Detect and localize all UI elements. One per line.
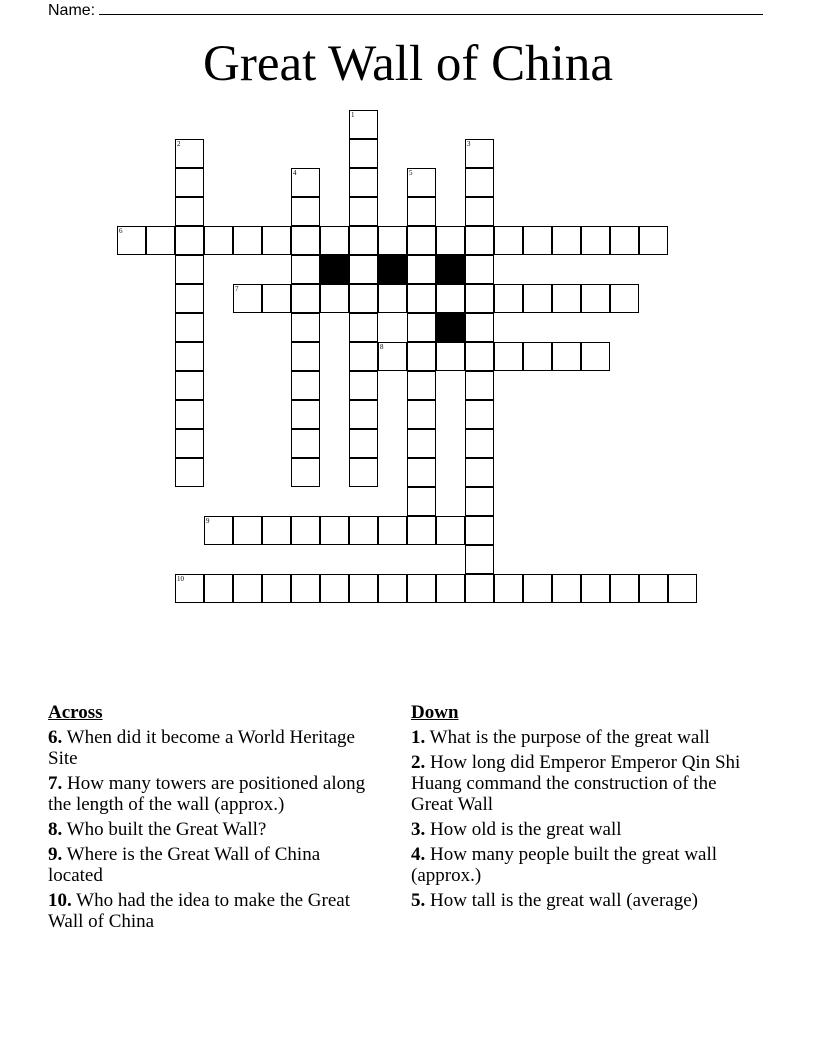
grid-cell[interactable] [494,226,523,255]
grid-cell[interactable] [175,429,204,458]
clue-number: 4. [411,844,426,865]
grid-cell[interactable] [204,516,233,545]
grid-cell[interactable] [523,226,552,255]
grid-cell[interactable] [465,429,494,458]
grid-cell[interactable] [378,516,407,545]
grid-cell[interactable] [262,226,291,255]
grid-cell[interactable] [291,371,320,400]
grid-cell[interactable] [233,574,262,603]
grid-cell[interactable] [349,313,378,342]
black-square [436,313,465,342]
clue-number: 7. [48,773,63,794]
grid-cell[interactable] [465,400,494,429]
clue-text: Who had the idea to make the Great Wall of China [48,890,350,932]
clue-text: When did it become a World Heritage Site [48,727,355,769]
name-label: Name: [48,2,96,19]
grid-cell[interactable] [494,342,523,371]
black-square [378,255,407,284]
grid-cell[interactable] [407,313,436,342]
grid-cell[interactable] [436,342,465,371]
grid-cell[interactable] [349,371,378,400]
across-clues [48,702,378,936]
grid-cell[interactable] [465,139,494,168]
grid-cell[interactable] [320,574,349,603]
grid-cell[interactable] [291,516,320,545]
grid-cell[interactable] [407,400,436,429]
grid-cell[interactable] [465,284,494,313]
grid-cell[interactable] [291,255,320,284]
grid-cell[interactable] [349,516,378,545]
grid-cell[interactable] [175,342,204,371]
grid-cell[interactable] [407,168,436,197]
grid-cell[interactable] [204,574,233,603]
down-clue-5 [411,890,756,911]
grid-cell[interactable] [175,458,204,487]
grid-cell[interactable] [465,313,494,342]
across-clue-8 [48,819,378,840]
clue-number: 2. [411,752,426,773]
grid-cell[interactable] [465,342,494,371]
clue-number-label: 5 [409,169,413,177]
grid-cell[interactable] [465,516,494,545]
clue-number: 1. [411,727,426,748]
grid-cell[interactable] [291,574,320,603]
across-clue-6 [48,727,378,769]
down-clue-2 [411,752,756,815]
name-field [48,0,763,20]
grid-cell[interactable] [610,574,639,603]
grid-cell[interactable] [523,574,552,603]
grid-cell[interactable] [610,226,639,255]
grid-cell[interactable] [465,487,494,516]
grid-cell[interactable] [349,284,378,313]
grid-cell[interactable] [349,110,378,139]
grid-cell[interactable] [349,197,378,226]
across-clue-10 [48,890,378,932]
clue-text: How many towers are positioned along the length of the wall (approx.) [48,773,366,815]
clue-number-label: 9 [206,517,210,525]
grid-cell[interactable] [436,284,465,313]
grid-cell[interactable] [494,284,523,313]
grid-cell[interactable] [291,284,320,313]
grid-cell[interactable] [552,342,581,371]
grid-cell[interactable] [175,371,204,400]
grid-cell[interactable] [175,197,204,226]
grid-cell[interactable] [233,516,262,545]
across-clue-9 [48,844,378,886]
grid-cell[interactable] [291,226,320,255]
clue-number: 3. [411,819,426,840]
grid-cell[interactable] [349,168,378,197]
clue-number: 6. [48,727,63,748]
clue-text: How old is the great wall [430,819,622,840]
grid-cell[interactable] [262,516,291,545]
grid-cell[interactable] [523,342,552,371]
grid-cell[interactable] [175,574,204,603]
grid-cell[interactable] [175,255,204,284]
grid-cell[interactable] [639,226,668,255]
grid-cell[interactable] [407,371,436,400]
grid-cell[interactable] [407,342,436,371]
clue-text: How many people built the great wall (approx.) [411,844,718,886]
grid-cell[interactable] [407,458,436,487]
clue-number-label: 3 [467,140,471,148]
grid-cell[interactable] [320,516,349,545]
grid-cell[interactable] [639,574,668,603]
grid-cell[interactable] [465,574,494,603]
grid-cell[interactable] [117,226,146,255]
grid-cell[interactable] [581,284,610,313]
grid-cell[interactable] [465,255,494,284]
grid-cell[interactable] [407,197,436,226]
clue-number: 9. [48,844,63,865]
grid-cell[interactable] [465,545,494,574]
clue-number: 10. [48,890,72,911]
grid-cell[interactable] [407,429,436,458]
clue-text: How tall is the great wall (average) [430,890,698,911]
grid-cell[interactable] [552,574,581,603]
clue-number-label: 10 [177,575,184,583]
grid-cell[interactable] [581,342,610,371]
black-square [436,255,465,284]
grid-cell[interactable] [175,168,204,197]
down-clue-3 [411,819,756,840]
grid-cell[interactable] [668,574,697,603]
grid-cell[interactable] [175,313,204,342]
grid-cell[interactable] [610,284,639,313]
grid-cell[interactable] [552,226,581,255]
grid-cell[interactable] [291,400,320,429]
grid-cell[interactable] [320,284,349,313]
black-square [320,255,349,284]
grid-cell[interactable] [436,226,465,255]
grid-cell[interactable] [262,284,291,313]
clue-text: What is the purpose of the great wall [429,727,710,748]
grid-cell[interactable] [291,168,320,197]
grid-cell[interactable] [581,226,610,255]
grid-cell[interactable] [262,574,291,603]
grid-cell[interactable] [349,400,378,429]
down-clue-1 [411,727,756,748]
grid-cell[interactable] [436,516,465,545]
grid-cell[interactable] [378,574,407,603]
grid-cell[interactable] [407,516,436,545]
grid-cell[interactable] [320,226,349,255]
grid-cell[interactable] [204,226,233,255]
grid-cell[interactable] [378,342,407,371]
grid-cell[interactable] [291,429,320,458]
grid-cell[interactable] [233,284,262,313]
page-title: Great Wall of China [203,36,613,92]
grid-cell[interactable] [378,226,407,255]
grid-cell[interactable] [407,487,436,516]
clue-number-label: 8 [380,343,384,351]
grid-cell[interactable] [581,574,610,603]
grid-cell[interactable] [349,429,378,458]
grid-cell[interactable] [146,226,175,255]
grid-cell[interactable] [407,255,436,284]
clue-text: Where is the Great Wall of China located [48,844,321,886]
grid-cell[interactable] [407,574,436,603]
grid-cell[interactable] [349,139,378,168]
down-clue-4 [411,844,756,886]
grid-cell[interactable] [349,458,378,487]
grid-cell[interactable] [552,284,581,313]
grid-cell[interactable] [523,284,552,313]
grid-cell[interactable] [175,400,204,429]
grid-cell[interactable] [349,226,378,255]
grid-cell[interactable] [465,197,494,226]
grid-cell[interactable] [233,226,262,255]
grid-cell[interactable] [407,284,436,313]
grid-cell[interactable] [465,458,494,487]
grid-cell[interactable] [349,255,378,284]
grid-cell[interactable] [175,139,204,168]
clue-text: Who built the Great Wall? [66,819,267,840]
grid-cell[interactable] [378,284,407,313]
grid-cell[interactable] [407,226,436,255]
grid-cell[interactable] [291,197,320,226]
across-clue-7 [48,773,378,815]
down-heading: Down [411,702,459,723]
grid-cell[interactable] [291,342,320,371]
across-heading: Across [48,702,103,723]
name-blank-line[interactable] [99,0,763,15]
down-clues [411,702,756,915]
grid-cell[interactable] [349,574,378,603]
grid-cell[interactable] [494,574,523,603]
grid-cell[interactable] [175,226,204,255]
clue-number-label: 1 [351,111,355,119]
clue-text: How long did Emperor Emperor Qin Shi Huang command the construction of the Great Wall [411,752,741,815]
clue-number-label: 6 [119,227,123,235]
grid-cell[interactable] [175,284,204,313]
grid-cell[interactable] [465,371,494,400]
grid-cell[interactable] [465,226,494,255]
grid-cell[interactable] [291,313,320,342]
grid-cell[interactable] [349,342,378,371]
clue-number: 8. [48,819,63,840]
clue-number-label: 2 [177,140,181,148]
clue-number-label: 7 [235,285,239,293]
clue-number: 5. [411,890,426,911]
clue-number-label: 4 [293,169,297,177]
grid-cell[interactable] [291,458,320,487]
grid-cell[interactable] [436,574,465,603]
grid-cell[interactable] [465,168,494,197]
